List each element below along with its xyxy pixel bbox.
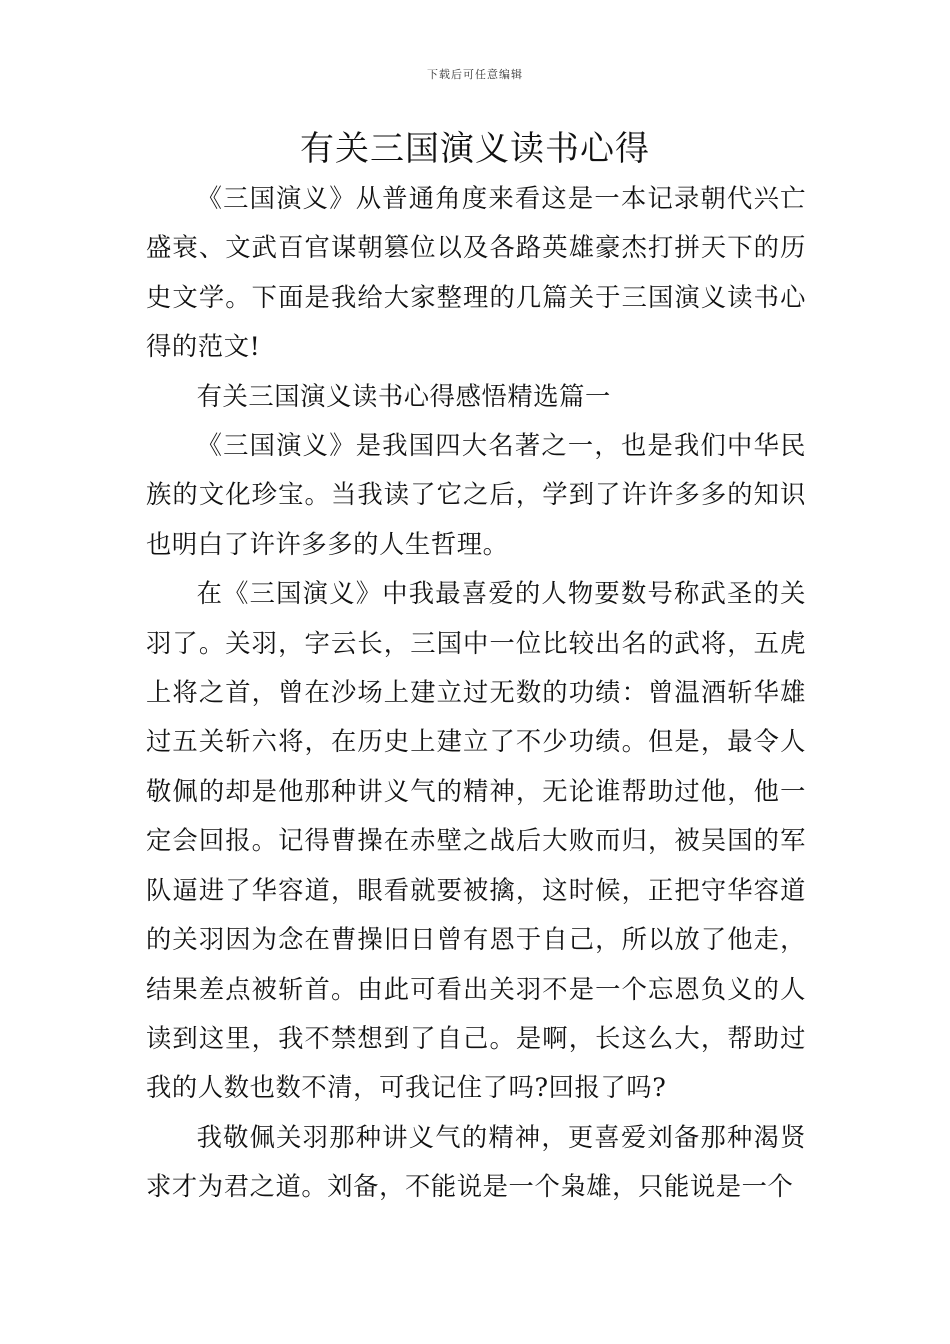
header-note: 下载后可任意编辑 [427,68,523,81]
body-paragraph: 《三国演义》是我国四大名著之一，也是我们中华民族的文化珍宝。当我读了它之后，学到了许许多多的知识也明白了许许多多的人生哲理。 [146,431,806,559]
section-heading: 有关三国演义读书心得感悟精选篇一 [196,381,611,411]
document-title: 有关三国演义读书心得 [300,129,650,169]
body-paragraph: 在《三国演义》中我最喜爱的人物要数号称武圣的关羽了。关羽，字云长，三国中一位比较出名的武将，五虎上将之首，曾在沙场上建立过无数的功绩：曾温酒斩华雄过五关斩六将，在历史上建立了不少功绩。但是，最令人敬佩的却是他那种讲义气的精神，无论谁帮助过他，他一定会回报。记得曹操在赤壁之战后大败而归，被吴国的军队逼进了华容道，眼看就要被擒，这时候，正把守华容道的关羽因为念在曹操旧日曾有恩于自己，所以放了他走，结果差点被斩首。由此可看出关羽不是一个忘恩负义的人读到这里，我不禁想到了自己。是啊，长这么大，帮助过我的人数也数不清，可我记住了吗?回报了吗? [146,579,806,1103]
body-paragraph: 我敬佩关羽那种讲义气的精神，更喜爱刘备那种渴贤求才为君之道。刘备，不能说是一个枭雄，只能说是一个 [146,1122,806,1202]
document-body [146,174,806,1212]
intro-paragraph: 《三国演义》从普通角度来看这是一本记录朝代兴亡盛衰、文武百官谋朝篡位以及各路英雄豪杰打拼天下的历史文学。下面是我给大家整理的几篇关于三国演义读书心得的范文! [146,184,806,362]
